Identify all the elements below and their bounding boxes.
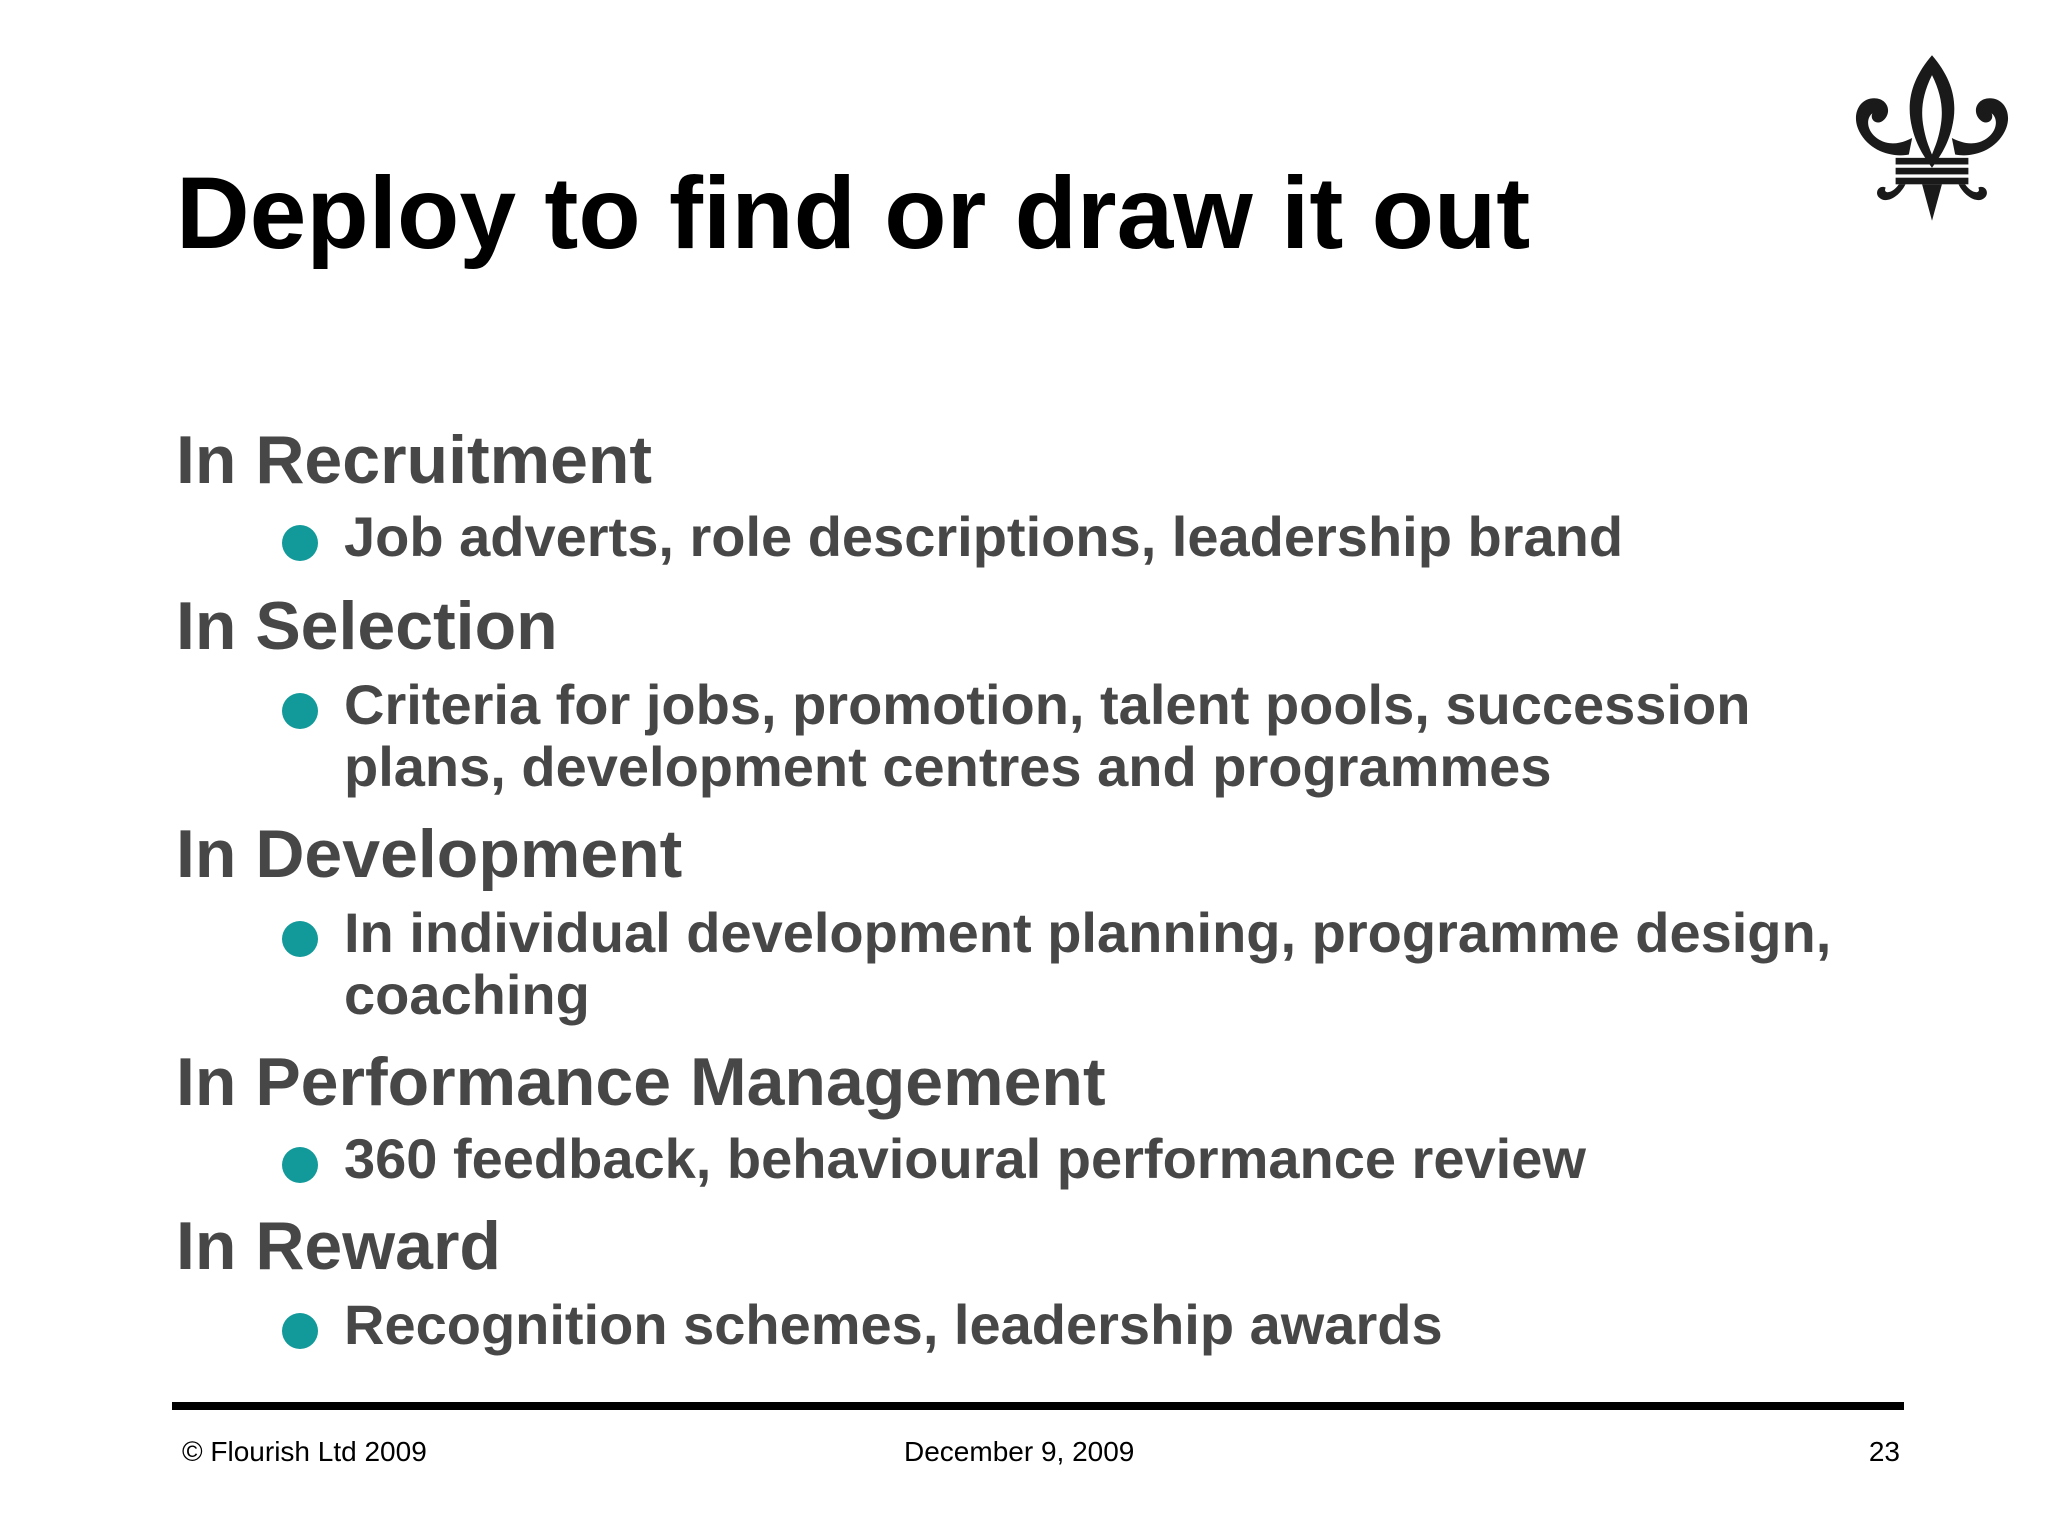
slide-content (176, 420, 1896, 1356)
bullet-dot-icon (282, 1313, 318, 1349)
section-heading-reward: In Reward (176, 1208, 501, 1284)
bullet-item-selection (176, 674, 1896, 798)
bullet-item-recruitment (176, 506, 1896, 568)
section-heading-recruitment: In Recruitment (176, 422, 653, 498)
fleur-de-lis-icon (1848, 52, 2016, 224)
section-heading-selection: In Selection (176, 588, 558, 664)
bullet-dot-icon (282, 1147, 318, 1183)
section-heading-development: In Development (176, 816, 683, 892)
footer-date: December 9, 2009 (904, 1436, 1135, 1467)
bullet-text: In individual development planning, programme design, coaching (344, 901, 1832, 1026)
bullet-text: Recognition schemes, leadership awards (344, 1293, 1443, 1356)
bullet-dot-icon (282, 693, 318, 729)
bullet-text: Criteria for jobs, promotion, talent pools, succession plans, development centres and programmes (344, 673, 1751, 798)
bullet-item-reward (176, 1294, 1896, 1356)
footer-divider (172, 1402, 1904, 1410)
footer-copyright: © Flourish Ltd 2009 (182, 1436, 427, 1467)
bullet-item-development (176, 902, 1896, 1026)
footer-page-number: 23 (1868, 1436, 1900, 1467)
slide-title: Deploy to find or draw it out (176, 156, 1531, 270)
bullet-item-performance-management (176, 1128, 1896, 1190)
bullet-dot-icon (282, 525, 318, 561)
bullet-text: Job adverts, role descriptions, leadership brand (344, 505, 1624, 568)
bullet-text: 360 feedback, behavioural performance review (344, 1127, 1586, 1190)
bullet-dot-icon (282, 921, 318, 957)
section-heading-performance-management: In Performance Management (176, 1044, 1106, 1120)
